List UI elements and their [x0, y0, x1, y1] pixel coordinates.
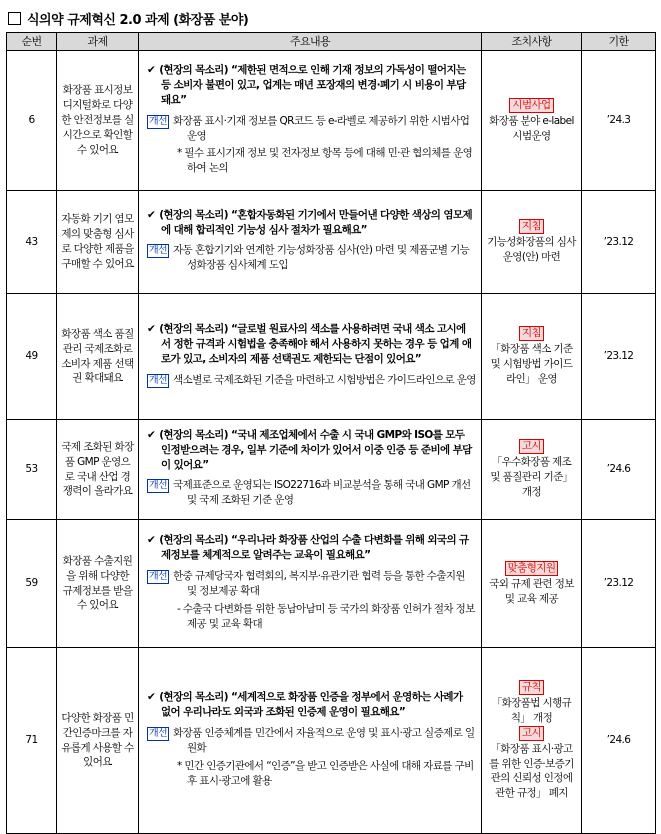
improvement-item	[143, 114, 477, 144]
action-text: 국외 규제 관련 정보 및 교육 제공	[489, 577, 574, 605]
voice-text: (현장의 목소리) “제한된 면적으로 인해 기재 정보의 가독성이 떨어지는 등 소비자 불편이 있고, 업계는 매년 포장재의 변경·폐기 시 비용이 부담돼요”	[159, 63, 466, 106]
table-row	[7, 648, 656, 834]
voice-text: (현장의 목소리) “세계적으로 화장품 인증을 정부에서 운영하는 사례가 없어 우리나라도 외국과 조화된 인증제 운영이 필요해요”	[159, 691, 463, 719]
action-tag: 지침	[519, 326, 544, 341]
improvement-text: 색소별로 국제조화된 기준을 마련하고 시험방법은 가이드라인으로 운영	[173, 373, 476, 386]
header-task: 과제	[57, 33, 139, 51]
improvement-item	[143, 569, 477, 599]
deadline: ’24.6	[582, 648, 656, 834]
action-text: 「우수화장품 제조 및 품질관리 기준」 개정	[490, 456, 573, 498]
content-cell	[139, 648, 482, 834]
improvement-text: 국제표준으로 운영되는 ISO22716과 비교분석을 통해 국내 GMP 개선 및 국제 조화된 기준 운영	[173, 479, 471, 507]
improvement-tag: 개선	[149, 480, 168, 492]
task-title: 화장품 색소 품질관리 국제조화로 소비자 제품 선택권 확대돼요	[57, 294, 139, 420]
improvement-item	[143, 243, 477, 273]
content-cell	[139, 294, 482, 420]
check-mark-icon: ✔	[147, 534, 156, 547]
table-row	[7, 294, 656, 420]
table-row	[7, 520, 656, 648]
document-title	[8, 6, 248, 30]
task-title: 국제 조화된 화장품 GMP 운영으로 국내 산업 경쟁력이 올라가요	[57, 420, 139, 520]
row-number: 71	[7, 648, 57, 834]
deadline: ’23.12	[582, 294, 656, 420]
improvement-item	[143, 726, 477, 756]
row-number: 43	[7, 191, 57, 294]
field-voice	[143, 63, 477, 108]
action-tag: 시범사업	[509, 98, 553, 113]
row-number: 59	[7, 520, 57, 648]
row-number: 53	[7, 420, 57, 520]
field-voice	[143, 690, 477, 720]
action-tag: 지침	[519, 219, 544, 234]
title-text: 식의약 규제혁신 2.0 과제 (화장품 분야)	[27, 12, 249, 28]
improvement-tag: 개선	[149, 728, 168, 740]
content-cell	[139, 420, 482, 520]
action-cell	[482, 420, 582, 520]
deadline: ’23.12	[582, 520, 656, 648]
note-text: * 필수 표시기재 정보 및 전자정보 항목 등에 대해 민·관 협의체를 운영하여 논의	[177, 147, 473, 175]
action-cell	[482, 51, 582, 191]
voice-text: (현장의 목소리) “우리나라 화장품 산업의 수출 다변화를 위해 외국의 규제정보를 체계적으로 알려주는 교육이 필요해요”	[159, 534, 469, 562]
action-text: 화장품 분야 e-label 시범운영	[489, 114, 574, 142]
deadline: ’23.12	[582, 191, 656, 294]
field-voice	[143, 533, 477, 563]
action-text: 「화장품 색소 기준 및 시험방법 가이드라인」 운영	[490, 343, 573, 385]
checkbox-square-icon	[8, 12, 21, 25]
improvement-tag: 개선	[149, 571, 168, 583]
header-action: 조치사항	[482, 33, 582, 51]
improvement-text: 화장품 표시·기재 정보를 QR코드 등 e-라벨로 제공하기 위한 시범사업 운영	[173, 114, 470, 142]
content-cell	[139, 520, 482, 648]
voice-text: (현장의 목소리) “글로벌 원료사의 색소를 사용하려면 국내 색소 고시에서 정한 규격과 시험법을 충족해야 해서 사용하지 못하는 경우 등 업계 애로가 있고, 소비자의 제품 선택권도 제한되는 단점이 있어요”	[159, 323, 472, 365]
deadline: ’24.3	[582, 51, 656, 191]
content-cell	[139, 191, 482, 294]
reform-table	[6, 32, 656, 834]
field-voice	[143, 428, 477, 473]
row-number: 6	[7, 51, 57, 191]
deadline: ’24.6	[582, 420, 656, 520]
voice-text: (현장의 목소리) “혼합자동화된 기기에서 만들어낸 다양한 색상의 염모제에 대해 합리적인 기능성 심사 절차가 필요해요”	[159, 208, 473, 236]
action-text: 기능성화장품의 심사 운영(안) 마련	[487, 236, 576, 263]
task-title: 자동화 기기 염모제의 맞춤형 심사로 다양한 제품을 구매할 수 있어요	[57, 191, 139, 294]
action-cell	[482, 520, 582, 648]
table-row	[7, 191, 656, 294]
table-row	[7, 420, 656, 520]
action-tag: 고시	[519, 726, 544, 741]
voice-text: (현장의 목소리) “국내 제조업체에서 수출 시 국내 GMP와 ISO를 모두 인정받으려는 경우, 일부 기준에 차이가 있어서 이중 인증 등 준비에 부담이 있어요”	[159, 428, 472, 471]
task-title: 다양한 화장품 민간인증마크를 자유롭게 사용할 수 있어요	[57, 648, 139, 834]
action-tag: 고시	[519, 439, 544, 454]
check-mark-icon: ✔	[147, 691, 156, 704]
field-voice	[143, 208, 477, 238]
header-no: 순번	[7, 33, 57, 51]
improvement-text: 자동 혼합기기와 연계한 기능성화장품 심사(안) 마련 및 제품군별 기능성화장품 심사체계 도입	[173, 244, 470, 272]
row-number: 49	[7, 294, 57, 420]
header-content: 주요내용	[139, 33, 482, 51]
table-row	[7, 51, 656, 191]
improvement-text: 화장품 인증체계를 민간에서 자율적으로 운영 및 표시·광고 실증제로 일원화	[173, 727, 475, 755]
action-text: 「화장품법 시행규칙」 개정	[491, 696, 572, 724]
content-cell	[139, 51, 482, 191]
task-title: 화장품 표시정보 디지털화로 다양한 안전정보를 실시간으로 확인할 수 있어요	[57, 51, 139, 191]
check-mark-icon: ✔	[147, 208, 156, 221]
check-mark-icon: ✔	[147, 323, 156, 336]
action-cell	[482, 648, 582, 834]
action-tag: 맞춤형지원	[505, 561, 559, 576]
check-mark-icon: ✔	[147, 428, 156, 441]
header-deadline: 기한	[582, 33, 656, 51]
note-text: * 민간 인증기관에서 “인증”을 받고 인증받은 사실에 대해 자료를 구비 후 표시·광고에 활용	[177, 759, 474, 787]
action-cell	[482, 191, 582, 294]
action-cell	[482, 294, 582, 420]
field-voice	[143, 322, 477, 367]
improvement-tag: 개선	[149, 374, 168, 386]
improvement-tag: 개선	[149, 115, 168, 127]
improvement-item	[143, 373, 477, 388]
action-text: 「화장품 표시·광고를 위한 인증·보증기관의 신뢰성 인정에 관한 규정」 폐지	[489, 742, 574, 800]
note-text: - 수출국 다변화를 위한 동남아남미 등 국가의 화장품 인허가 절차 정보제공 및 교육 확대	[177, 602, 475, 630]
improvement-tag: 개선	[149, 245, 168, 257]
improvement-text: 한중 규제당국자 협력회의, 복지부·유관기관 협력 등을 통한 수출지원 및 정보제공 확대	[173, 570, 465, 598]
check-mark-icon: ✔	[147, 63, 156, 76]
action-tag: 규칙	[519, 680, 544, 695]
table-header-row	[7, 33, 656, 51]
task-title: 화장품 수출지원을 위해 다양한 규제정보를 받을 수 있어요	[57, 520, 139, 648]
improvement-item	[143, 478, 477, 508]
